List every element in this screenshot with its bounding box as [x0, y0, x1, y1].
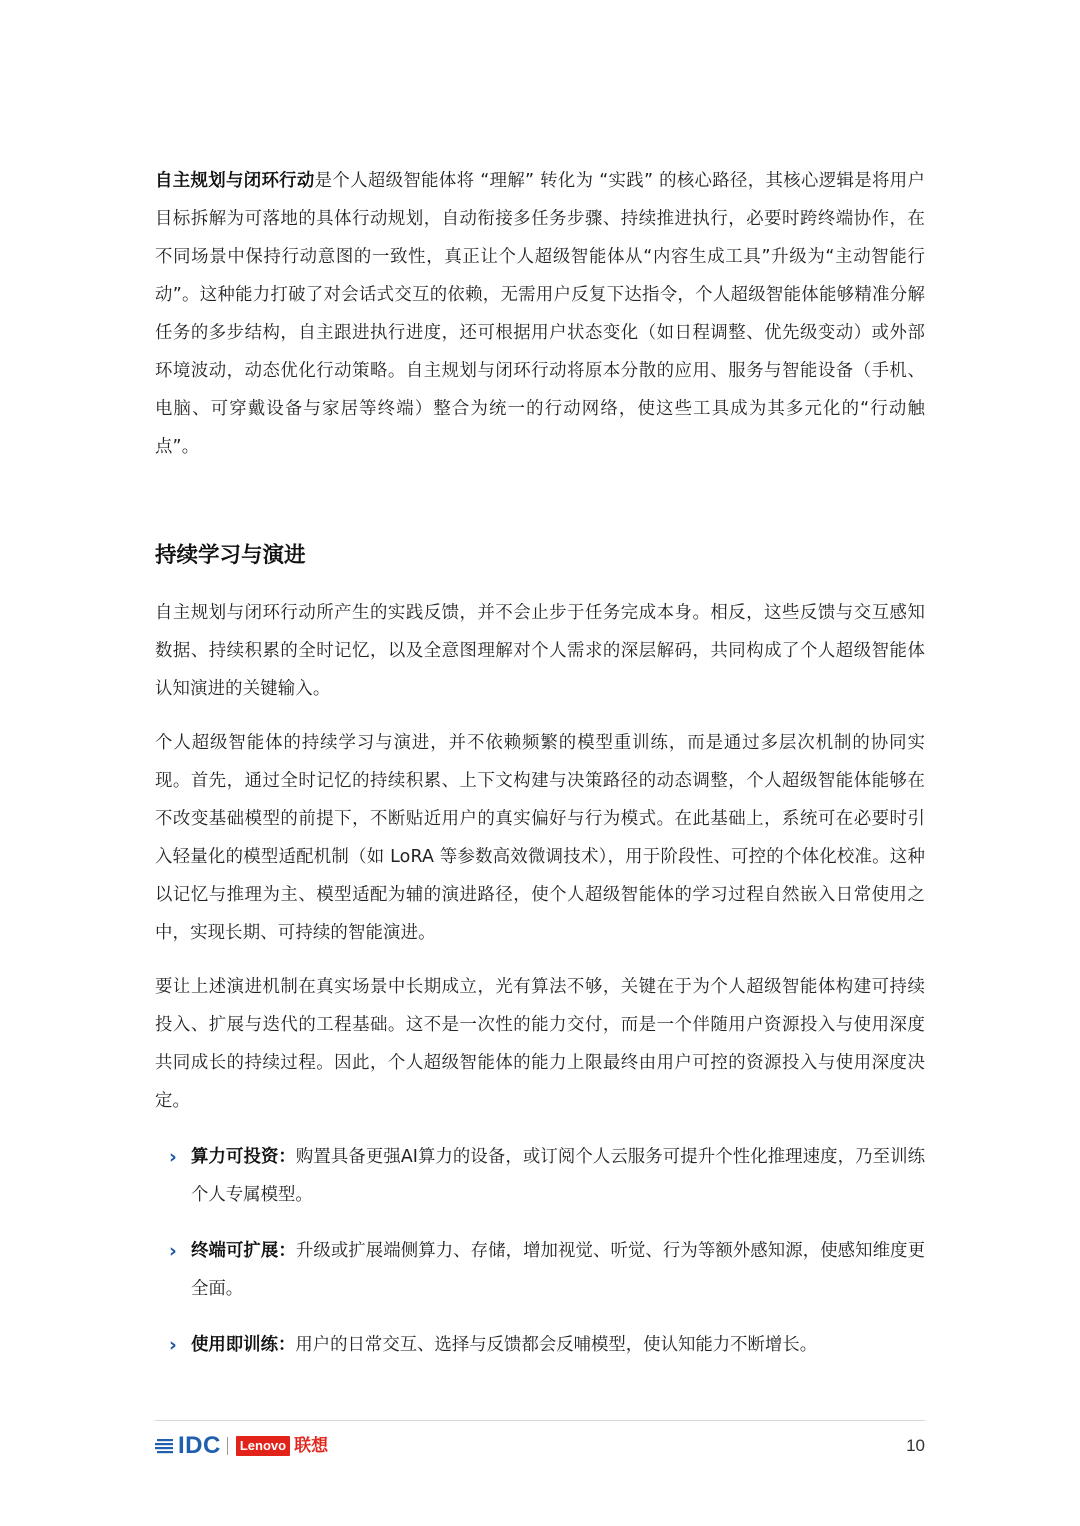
- footer-divider: [155, 1420, 925, 1421]
- chevron-right-icon: ›: [169, 1146, 177, 1168]
- logo-divider: [227, 1437, 228, 1455]
- lianxiang-logo-text: 联想: [294, 1436, 329, 1456]
- bullet-text: 用户的日常交互、选择与反馈都会反哺模型，使认知能力不断增长。: [295, 1335, 818, 1355]
- bullet-item-terminal: [155, 1232, 925, 1308]
- bullet-title: 使用即训练：: [191, 1335, 296, 1355]
- paragraph-lead-bold: 自主规划与闭环行动: [155, 171, 315, 191]
- paragraph-continuous-learning: 个人超级智能体的持续学习与演进，并不依赖频繁的模型重训练，而是通过多层次机制的协同实现。首先，通过全时记忆的持续积累、上下文构建与决策路径的动态调整，个人超级智能体能够在不改变基础模型的前提下，不断贴近用户的真实偏好与行为模式。在此基础上，系统可在必要时引入轻量化的模型适配机制（如 LoRA 等参数高效微调技术），用于阶段性、可控的个体化校准。这种以记忆与推理为主、模型适配为辅的演进路径，使个人超级智能体的学习过程自然嵌入日常使用之中，实现长期、可持续的智能演进。: [155, 733, 925, 943]
- lenovo-logo: Lenovo: [236, 1436, 290, 1456]
- bullet-list: [155, 1138, 925, 1364]
- footer-logos: [155, 1432, 328, 1460]
- section-title: 持续学习与演进: [155, 543, 306, 568]
- page-footer: [155, 1430, 925, 1462]
- paragraph-text: 是个人超级智能体将 “理解” 转化为 “实践” 的核心路径，其核心逻辑是将用户目标拆解为可落地的具体行动规划，自动衔接多任务步骤、持续推进执行，必要时跨终端协作，在不同场景中保持行动意图的一致性，真正让个人超级智能体从“内容生成工具”升级为“主动智能行动”。这种能力打破了对会话式交互的依赖，无需用户反复下达指令，个人超级智能体能够精准分解任务的多步结构，自主跟进执行进度，还可根据用户状态变化（如日程调整、优先级变动）或外部环境波动，动态优化行动策略。自主规划与闭环行动将原本分散的应用、服务与智能设备（手机、电脑、可穿戴设备与家居等终端）整合为统一的行动网络，使这些工具成为其多元化的“行动触点”。: [155, 171, 925, 457]
- bullet-title: 算力可投资：: [191, 1147, 296, 1167]
- page-number: 10: [906, 1436, 925, 1455]
- main-content: [155, 162, 925, 1382]
- idc-logo-icon: [155, 1438, 175, 1454]
- bullet-item-training: [155, 1326, 925, 1364]
- bullet-item-compute: [155, 1138, 925, 1214]
- idc-logo-text: IDC: [178, 1432, 221, 1459]
- paragraph-engineering-foundation: 要让上述演进机制在真实场景中长期成立，光有算法不够，关键在于为个人超级智能体构建可持续投入、扩展与迭代的工程基础。这不是一次性的能力交付，而是一个伴随用户资源投入与使用深度共同成长的持续过程。因此，个人超级智能体的能力上限最终由用户可控的资源投入与使用深度决定。: [155, 977, 925, 1111]
- bullet-text: 购置具备更强AI算力的设备，或订阅个人云服务可提升个性化推理速度，乃至训练个人专属模型。: [191, 1147, 925, 1205]
- chevron-right-icon: ›: [169, 1334, 177, 1356]
- chevron-right-icon: ›: [169, 1240, 177, 1262]
- paragraph-feedback: 自主规划与闭环行动所产生的实践反馈，并不会止步于任务完成本身。相反，这些反馈与交互感知数据、持续积累的全时记忆，以及全意图理解对个人需求的深层解码，共同构成了个人超级智能体认知演进的关键输入。: [155, 603, 925, 699]
- bullet-title: 终端可扩展：: [191, 1241, 296, 1261]
- paragraph-autonomous-planning: [155, 162, 925, 466]
- bullet-text: 升级或扩展端侧算力、存储，增加视觉、听觉、行为等额外感知源，使感知维度更全面。: [191, 1241, 925, 1299]
